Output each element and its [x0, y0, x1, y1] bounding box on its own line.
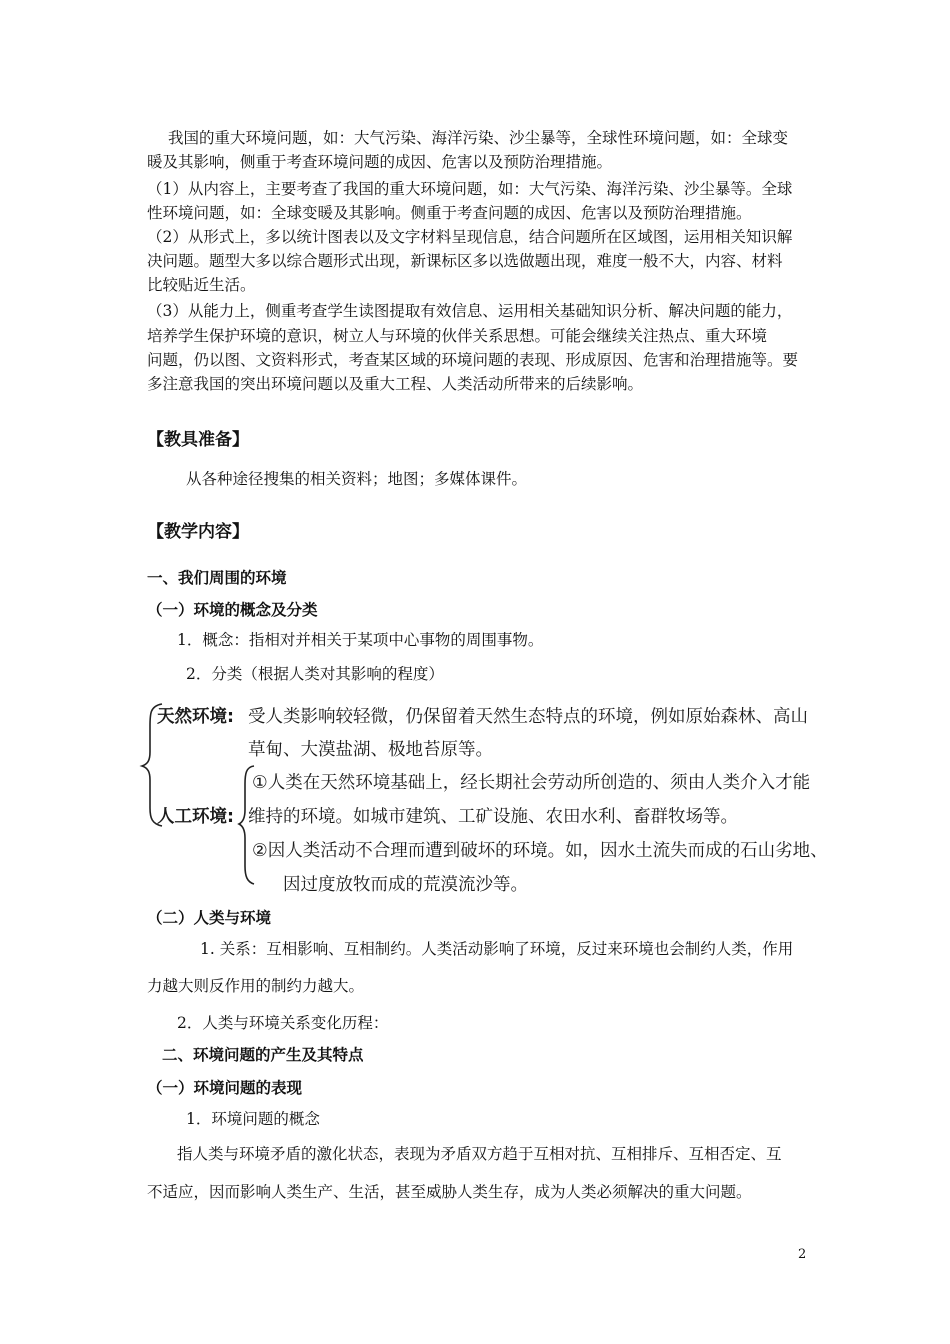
intro-line-10: 问题，仍以图、文资料形式，考查某区域的环境问题的表现、形成原因、危害和治理措施等。要	[147, 351, 799, 369]
natural-environment-line-2: 草甸、大漠盐湖、极地苔原等。	[248, 740, 493, 760]
artificial-item-2-line-1: ②因人类活动不合理而遭到破坏的环境。如，因水土流失而成的石山劣地、	[252, 841, 828, 861]
subsection-2-title: （二）人类与环境	[147, 908, 272, 927]
intro-line-6: 决问题。题型大多以综合题形式出现，新课标区多以选做题出现，难度一般不大，内容、材料	[147, 252, 783, 270]
classification-item: 2．分类（根据人类对其影响的程度）	[186, 665, 444, 683]
tools-heading: 【教具准备】	[147, 430, 249, 450]
natural-environment-line-1: 受人类影响较轻微，仍保留着天然生态特点的环境，例如原始森林、高山	[248, 707, 808, 727]
section-1-title: 一、我们周围的环境	[147, 568, 287, 587]
definition-line-1: 指人类与环境矛盾的激化状态，表现为矛盾双方趋于互相对抗、互相排斥、互相否定、互	[177, 1145, 782, 1163]
section-2-title: 二、环境问题的产生及其特点	[162, 1045, 364, 1064]
definition-line-2: 不适应，因而影响人类生产、生活，甚至威胁人类生存，成为人类必须解决的重大问题。	[147, 1183, 752, 1201]
content-heading: 【教学内容】	[147, 522, 249, 542]
page-number: 2	[798, 1247, 807, 1262]
intro-line-7: 比较贴近生活。	[147, 276, 256, 294]
intro-line-3: （1）从内容上，主要考查了我国的重大环境问题，如：大气污染、海洋污染、沙尘暴等。全球	[147, 180, 793, 198]
relation-line-1: 1. 关系：互相影响、互相制约。人类活动影响了环境，反过来环境也会制约人类，作用	[200, 940, 794, 958]
problem-concept-item: 1．环境问题的概念	[186, 1110, 320, 1128]
intro-line-9: 培养学生保护环境的意识，树立人与环境的伙伴关系思想。可能会继续关注热点、重大环境	[147, 327, 768, 345]
concept-item: 1．概念：指相对并相关于某项中心事物的周围事物。	[177, 631, 544, 649]
natural-environment-label: 天然环境:	[157, 707, 234, 727]
intro-line-5: （2）从形式上，多以统计图表以及文字材料呈现信息，结合问题所在区域图，运用相关知识解	[147, 228, 793, 246]
subsection-3-title: （一）环境问题的表现	[147, 1078, 303, 1097]
relation-history-item: 2．人类与环境关系变化历程：	[177, 1014, 389, 1032]
artificial-environment-label: 人工环境:	[157, 807, 234, 827]
intro-line-1: 我国的重大环境问题，如：大气污染、海洋污染、沙尘暴等，全球性环境问题，如：全球变	[168, 129, 789, 147]
intro-line-4: 性环境问题，如：全球变暖及其影响。侧重于考查问题的成因、危害以及预防治理措施。	[147, 204, 752, 222]
tools-text: 从各种途径搜集的相关资料；地图；多媒体课件。	[186, 470, 528, 488]
artificial-item-2-line-2: 因过度放牧而成的荒漠流沙等。	[283, 875, 528, 895]
intro-line-8: （3）从能力上，侧重考查学生读图提取有效信息、运用相关基础知识分析、解决问题的能力，	[147, 302, 793, 320]
relation-line-2: 力越大则反作用的制约力越大。	[147, 977, 365, 995]
artificial-item-1-line-1: ①人类在天然环境基础上，经长期社会劳动所创造的、须由人类介入才能	[252, 773, 811, 793]
subsection-1-title: （一）环境的概念及分类	[147, 600, 318, 619]
intro-line-11: 多注意我国的突出环境问题以及重大工程、人类活动所带来的后续影响。	[147, 375, 644, 393]
intro-line-2: 暖及其影响，侧重于考查环境问题的成因、危害以及预防治理措施。	[147, 153, 613, 171]
artificial-item-1-line-2: 维持的环境。如城市建筑、工矿设施、农田水利、畜群牧场等。	[248, 807, 738, 827]
